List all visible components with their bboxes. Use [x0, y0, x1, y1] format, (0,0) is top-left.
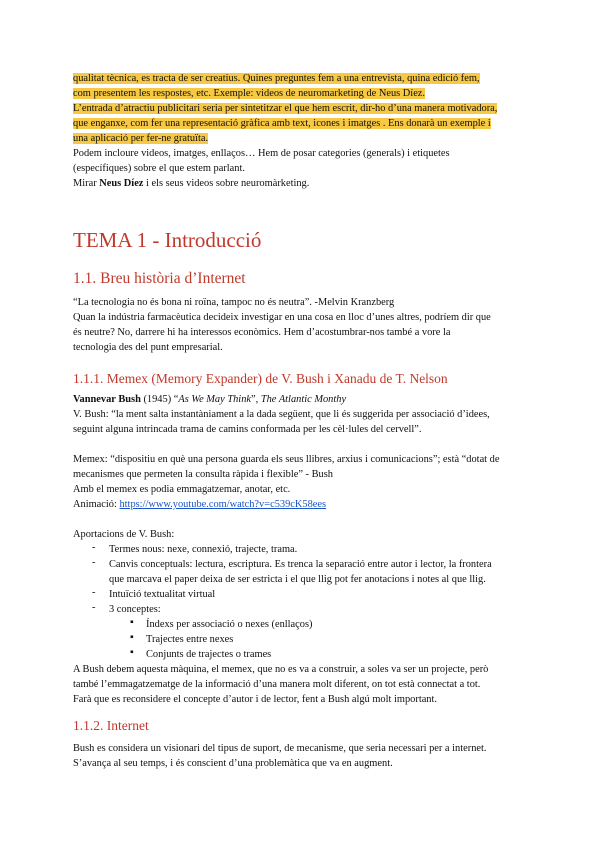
s112-line-1: Bush es considera un visionari del tipus de suport, de mecanisme, que seria necessari per a internet.: [73, 743, 487, 754]
intro-line-5: una aplicació per fer-ne gratuïta.: [73, 133, 209, 144]
bullet-dash: -: [92, 602, 96, 613]
s11-line-1: “La tecnologia no és bona ni roïna, tampoc no és neutra”. -Melvin Kranzberg: [73, 297, 395, 308]
s11-line-2: Quan la indústria farmacèutica decideix investigar en una cosa en lloc d’unes altres, podríem dir que: [73, 312, 491, 323]
bush-quote-line-2: seguint alguna intrincada trama de camins conformada per les cèl·lules del cervell”.: [73, 424, 422, 435]
section-1-1-1-heading: 1.1.1. Memex (Memory Expander) de V. Bush i Xanadu de T. Nelson: [73, 371, 448, 386]
neus-diez-bold: Neus Díez: [99, 178, 144, 189]
intro-line-8: Mirar Neus Díez i els seus videos sobre neuromàrketing.: [73, 178, 310, 189]
animation-line: Animació: https://www.youtube.com/watch?v=c539cK58ees: [73, 499, 327, 510]
memex-line-1: Memex: “dispositiu en què una persona guarda els seus llibres, arxius i comunicacions”; està “dotat de: [73, 454, 500, 465]
intro-line-1: qualitat tècnica, es tracta de ser creatius. Quines preguntes fem a una entrevista, quina edició fem,: [73, 73, 480, 84]
bullet-2a: Canvis conceptuals: lectura, escriptura. Es trenca la separació entre autor i lector, la frontera: [109, 559, 492, 570]
s11-line-3: és neutre? No, darrere hi ha interessos econòmics. Hem d’acostumbrar-nos també a vore la: [73, 327, 451, 338]
reference-line: Vannevar Bush (1945) “As We May Think”, The Atlantic Monthy: [73, 394, 347, 405]
intro-line-3: L’entrada d’atractiu publicitari seria per sintetitzar el que hem escrit, dir-ho d’una manera motivadora,: [73, 103, 498, 114]
intro-line-4: que enganxe, com fer una representació gràfica amb text, icones i imatges . Ens donarà un exemple i: [73, 118, 491, 129]
square-bullet-icon: ▪: [130, 617, 134, 628]
bullet-dash: -: [92, 557, 96, 568]
section-1-1-heading: 1.1. Breu història d’Internet: [73, 270, 246, 287]
aportacions-heading: Aportacions de V. Bush:: [73, 529, 175, 540]
intro-line-2: com presentem les respostes, etc. Exemple: videos de neuromarketing de Neus Díez.: [73, 88, 426, 99]
square-bullet-icon: ▪: [130, 632, 134, 643]
bullet-4: 3 conceptes:: [109, 604, 161, 615]
conclusion-line-1: A Bush debem aquesta màquina, el memex, que no es va a construir, a soles va ser un projecte, però: [73, 664, 489, 675]
conclusion-line-3: Farà que es reconsidere el concepte d’autor i de lector, fent a Bush algú molt important.: [73, 694, 437, 705]
sub-bullet-1: Índexs per associació o nexes (enllaços): [146, 619, 313, 630]
bullet-2b: que marcava el paper deixa de ser estricta i el que llig pot fer anotacions i notes al que llig.: [109, 574, 486, 585]
square-bullet-icon: ▪: [130, 647, 134, 658]
s112-line-2: S’avança al seu temps, i és conscient d’una problemàtica que va en augment.: [73, 758, 393, 769]
bush-quote-line-1: V. Bush: “la ment salta instantàniament a la dada següent, que li és suggerida per associació d’idees,: [73, 409, 490, 420]
conclusion-line-2: també l’emmagatzematge de la informació d’una manera molt diferent, on tot està connectat a tot.: [73, 679, 481, 690]
memex-line-3: Amb el memex es podia emmagatzemar, anotar, etc.: [73, 484, 291, 495]
s11-line-4: tecnologia des del punt empresarial.: [73, 342, 223, 353]
section-1-1-2-heading: 1.1.2. Internet: [73, 718, 149, 733]
bullet-1: Termes nous: nexe, connexió, trajecte, trama.: [109, 544, 298, 555]
bullet-dash: -: [92, 542, 96, 553]
tema-heading: TEMA 1 - Introducció: [73, 228, 262, 252]
intro-line-7: (específiques) sobre el que estem parlant.: [73, 163, 245, 174]
bullet-3: Intuïció textualitat virtual: [109, 589, 216, 600]
sub-bullet-3: Conjunts de trajectes o trames: [146, 649, 272, 660]
animation-link[interactable]: https://www.youtube.com/watch?v=c539cK58ees: [119, 499, 327, 510]
intro-line-6: Podem incloure videos, imatges, enllaços… Hem de posar categories (generals) i etiquetes: [73, 148, 450, 159]
sub-bullet-2: Trajectes entre nexes: [146, 634, 234, 645]
bullet-dash: -: [92, 587, 96, 598]
memex-line-2: mecanismes que permeten la consulta ràpida i flexible” - Bush: [73, 469, 333, 480]
